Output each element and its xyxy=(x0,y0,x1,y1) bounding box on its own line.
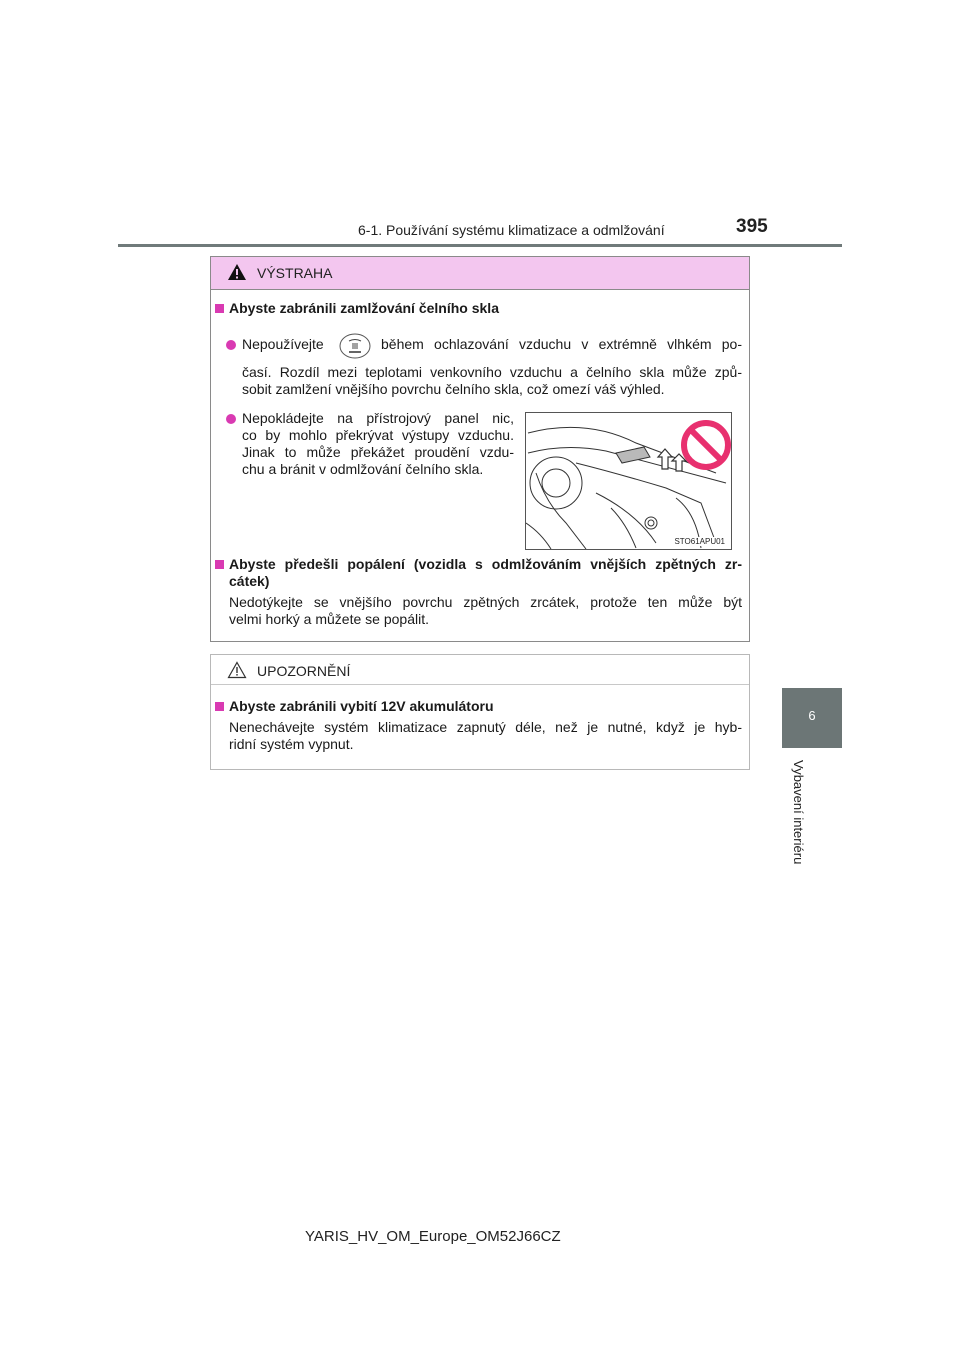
bullet1-text-end: během ochlazování vzduchu v extrémně vlhkém po- xyxy=(381,336,742,352)
square-bullet-icon xyxy=(215,560,224,569)
bullet2-text-line4: chu a bránit v odmlžování čelního skla. xyxy=(242,461,484,477)
burn-text-line1: Nedotýkejte se vnějšího povrchu zpětných zrcátek, protože ten může být xyxy=(229,594,742,610)
caution-header xyxy=(211,655,749,685)
warning-heading-burn-line2: cátek) xyxy=(229,573,270,589)
warning-heading-fog: Abyste zabránili zamlžování čelního skla xyxy=(229,300,499,316)
square-bullet-icon xyxy=(215,702,224,711)
warning-title: VÝSTRAHA xyxy=(257,265,333,281)
round-bullet-icon xyxy=(226,414,236,424)
section-title: 6-1. Používání systému klimatizace a odmlžování xyxy=(358,222,665,238)
caution-triangle-icon xyxy=(227,661,247,679)
square-bullet-icon xyxy=(215,304,224,313)
page-number: 395 xyxy=(736,216,768,237)
round-bullet-icon xyxy=(226,340,236,350)
bullet1-text-line2: časí. Rozdíl mezi teplotami venkovního vzduchu a čelního skla může způ- xyxy=(242,364,742,380)
warning-triangle-icon xyxy=(227,263,247,281)
chapter-tab: 6 xyxy=(782,688,842,748)
document-code: YARIS_HV_OM_Europe_OM52J66CZ xyxy=(305,1228,561,1245)
caution-text-line1: Nenechávejte systém klimatizace zapnutý déle, než je nutné, když je hyb- xyxy=(229,719,742,735)
caution-heading: Abyste zabránili vybití 12V akumulátoru xyxy=(229,698,494,714)
bullet1-text-line3: sobit zamlžení vnějšího povrchu čelního skla, což omezí váš výhled. xyxy=(242,381,665,397)
bullet1-text-start: Nepoužívejte xyxy=(242,336,324,352)
bullet2-text-line2: co by mohlo překrývat výstupy vzduchu. xyxy=(242,427,514,443)
dashboard-drawing xyxy=(526,413,731,549)
warning-heading-burn-line1: Abyste předešli popálení (vozidla s odmlžováním vnějších zpětných zr- xyxy=(229,556,742,572)
bullet2-text-line3: Jinak to může překážet proudění vzdu- xyxy=(242,444,514,460)
illustration-code: STO61APU01 xyxy=(674,537,725,546)
bullet2-text-line1: Nepokládejte na přístrojový panel nic, xyxy=(242,410,514,426)
burn-text-line2: velmi horký a můžete se popálit. xyxy=(229,611,429,627)
defrost-button-icon xyxy=(339,333,371,359)
chapter-label xyxy=(786,760,814,920)
header-divider xyxy=(118,244,842,247)
warning-header xyxy=(211,257,749,290)
chapter-label-text: Vybavení interiéru xyxy=(791,760,806,865)
caution-title: UPOZORNĚNÍ xyxy=(257,663,351,679)
dashboard-illustration xyxy=(525,412,732,550)
caution-text-line2: ridní systém vypnut. xyxy=(229,736,354,752)
